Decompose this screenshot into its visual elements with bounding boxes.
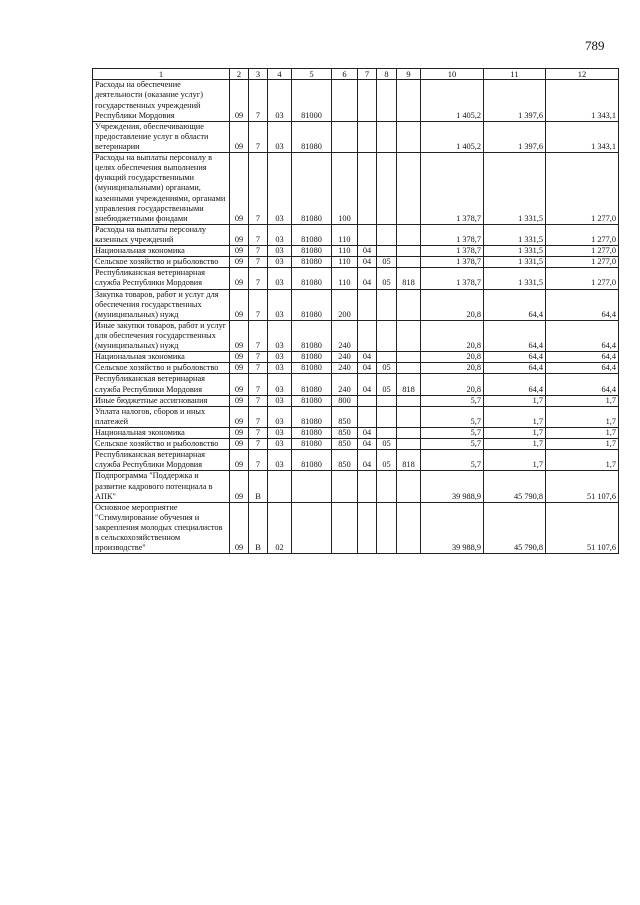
cell-col-9 [397,502,421,554]
cell-col-2: 09 [230,502,249,554]
cell-col-5: 81080 [292,224,332,245]
row-name: Иные бюджетные ассигнования [93,395,230,406]
cell-col-3: 7 [249,374,268,395]
cell-col-9 [397,427,421,438]
cell-col-10: 5,7 [421,439,484,450]
cell-col-10: 5,7 [421,406,484,427]
cell-col-12: 1 277,0 [546,246,619,257]
table-row [93,80,619,121]
cell-col-6: 240 [332,352,358,363]
page-number: 789 [585,38,605,53]
cell-col-4: 03 [268,427,292,438]
cell-col-11: 1,7 [484,406,546,427]
cell-col-7: 04 [358,439,377,450]
table-row [93,320,619,351]
cell-col-11: 1 331,5 [484,153,546,225]
cell-col-12: 1 277,0 [546,268,619,289]
cell-col-3: 7 [249,352,268,363]
cell-col-6: 850 [332,450,358,471]
table-row [93,352,619,363]
cell-col-10: 1 378,7 [421,268,484,289]
cell-col-9 [397,246,421,257]
cell-col-9 [397,289,421,320]
cell-col-2: 09 [230,268,249,289]
cell-col-2: 09 [230,439,249,450]
column-header-5: 5 [292,69,332,80]
cell-col-5: 81080 [292,439,332,450]
cell-col-12: 1 343,1 [546,80,619,121]
column-header-11: 11 [484,69,546,80]
cell-col-3: 7 [249,395,268,406]
row-name: Закупка товаров, работ и услуг для обеспечения государственных (муниципальных) нужд [93,289,230,320]
cell-col-3: 7 [249,439,268,450]
row-name: Сельское хозяйство и рыболовство [93,363,230,374]
cell-col-7: 04 [358,257,377,268]
cell-col-8: 05 [377,268,397,289]
cell-col-5: 81080 [292,427,332,438]
cell-col-6: 850 [332,406,358,427]
cell-col-8: 05 [377,450,397,471]
row-name: Национальная экономика [93,352,230,363]
cell-col-2: 09 [230,450,249,471]
table-header-row [93,69,619,80]
cell-col-3: 7 [249,450,268,471]
cell-col-2: 09 [230,395,249,406]
cell-col-5: 81080 [292,320,332,351]
table-row [93,395,619,406]
column-header-6: 6 [332,69,358,80]
cell-col-2: 09 [230,374,249,395]
cell-col-8 [377,502,397,554]
cell-col-12: 1,7 [546,395,619,406]
cell-col-8: 05 [377,439,397,450]
cell-col-2: 09 [230,289,249,320]
cell-col-7: 04 [358,352,377,363]
cell-col-11: 1 331,5 [484,246,546,257]
cell-col-6: 850 [332,427,358,438]
cell-col-5: 81080 [292,406,332,427]
cell-col-2: 09 [230,224,249,245]
row-name: Республиканская ветеринарная служба Республики Мордовия [93,268,230,289]
cell-col-7 [358,320,377,351]
row-name: Иные закупки товаров, работ и услуг для обеспечения государственных (муниципальных) нужд [93,320,230,351]
cell-col-12: 1 343,1 [546,121,619,152]
row-name: Сельское хозяйство и рыболовство [93,439,230,450]
cell-col-6 [332,471,358,502]
cell-col-8 [377,289,397,320]
cell-col-2: 09 [230,257,249,268]
table-row [93,374,619,395]
cell-col-11: 1 331,5 [484,257,546,268]
column-header-8: 8 [377,69,397,80]
cell-col-8: 05 [377,363,397,374]
cell-col-4: 03 [268,395,292,406]
column-header-4: 4 [268,69,292,80]
cell-col-11: 1,7 [484,450,546,471]
cell-col-8 [377,153,397,225]
cell-col-4: 03 [268,246,292,257]
cell-col-12: 64,4 [546,374,619,395]
cell-col-10: 20,8 [421,363,484,374]
cell-col-9 [397,352,421,363]
cell-col-10: 1 405,2 [421,121,484,152]
cell-col-5: 81080 [292,153,332,225]
cell-col-7 [358,502,377,554]
cell-col-8 [377,80,397,121]
cell-col-9 [397,439,421,450]
column-header-7: 7 [358,69,377,80]
cell-col-8: 05 [377,257,397,268]
cell-col-9 [397,320,421,351]
cell-col-10: 39 988,9 [421,502,484,554]
cell-col-3: 7 [249,363,268,374]
cell-col-9: 818 [397,450,421,471]
cell-col-7 [358,406,377,427]
cell-col-9: 818 [397,268,421,289]
cell-col-12: 64,4 [546,352,619,363]
table-row [93,289,619,320]
row-name: Подпрограмма "Поддержка и развитие кадрового потенциала в АПК" [93,471,230,502]
cell-col-3: В [249,502,268,554]
cell-col-11: 1 397,6 [484,80,546,121]
column-header-9: 9 [397,69,421,80]
cell-col-6 [332,121,358,152]
cell-col-9 [397,257,421,268]
table-row [93,502,619,554]
cell-col-3: 7 [249,406,268,427]
cell-col-3: 7 [249,257,268,268]
cell-col-4: 03 [268,289,292,320]
cell-col-8 [377,395,397,406]
cell-col-2: 09 [230,471,249,502]
column-header-12: 12 [546,69,619,80]
column-header-3: 3 [249,69,268,80]
cell-col-3: 7 [249,121,268,152]
cell-col-3: 7 [249,246,268,257]
cell-col-8 [377,320,397,351]
cell-col-4: 03 [268,439,292,450]
row-name: Основное мероприятие "Стимулирование обучения и закрепления молодых специалистов в сельскохозяйственном производстве" [93,502,230,554]
cell-col-12: 1 277,0 [546,257,619,268]
table-row [93,406,619,427]
cell-col-4: 03 [268,121,292,152]
cell-col-4: 03 [268,80,292,121]
cell-col-4: 03 [268,406,292,427]
table-row [93,153,619,225]
cell-col-7: 04 [358,363,377,374]
cell-col-7 [358,153,377,225]
cell-col-4: 03 [268,224,292,245]
cell-col-5: 81080 [292,257,332,268]
row-name: Национальная экономика [93,427,230,438]
cell-col-4: 03 [268,320,292,351]
cell-col-6: 110 [332,224,358,245]
row-name: Расходы на выплаты персоналу в целях обеспечения выполнения функций государственными (муниципальными) органами, казенными учреждениями, органами управления государственными внебюджетными фондами [93,153,230,225]
cell-col-2: 09 [230,121,249,152]
cell-col-10: 1 378,7 [421,153,484,225]
cell-col-6: 240 [332,374,358,395]
cell-col-4 [268,471,292,502]
cell-col-9 [397,80,421,121]
cell-col-7: 04 [358,374,377,395]
cell-col-5: 81080 [292,268,332,289]
cell-col-7: 04 [358,246,377,257]
cell-col-3: В [249,471,268,502]
cell-col-6: 240 [332,363,358,374]
cell-col-8 [377,121,397,152]
cell-col-7 [358,224,377,245]
cell-col-11: 64,4 [484,374,546,395]
cell-col-7: 04 [358,268,377,289]
cell-col-11: 64,4 [484,320,546,351]
cell-col-11: 45 790,8 [484,502,546,554]
cell-col-8 [377,246,397,257]
cell-col-4: 03 [268,268,292,289]
cell-col-4: 03 [268,153,292,225]
cell-col-2: 09 [230,406,249,427]
cell-col-4: 02 [268,502,292,554]
cell-col-6: 200 [332,289,358,320]
cell-col-2: 09 [230,363,249,374]
cell-col-12: 1 277,0 [546,153,619,225]
cell-col-9 [397,395,421,406]
cell-col-4: 03 [268,363,292,374]
cell-col-3: 7 [249,427,268,438]
cell-col-6 [332,80,358,121]
cell-col-6: 110 [332,268,358,289]
cell-col-12: 1,7 [546,427,619,438]
cell-col-9 [397,224,421,245]
cell-col-12: 1,7 [546,439,619,450]
cell-col-5: 81080 [292,395,332,406]
cell-col-5: 81080 [292,246,332,257]
table-row [93,471,619,502]
cell-col-3: 7 [249,224,268,245]
cell-col-9 [397,406,421,427]
cell-col-7: 04 [358,427,377,438]
cell-col-5 [292,502,332,554]
cell-col-10: 1 378,7 [421,246,484,257]
cell-col-5: 81000 [292,80,332,121]
cell-col-11: 1,7 [484,427,546,438]
cell-col-4: 03 [268,450,292,471]
cell-col-11: 64,4 [484,289,546,320]
table-row [93,439,619,450]
cell-col-9 [397,471,421,502]
cell-col-8 [377,352,397,363]
cell-col-10: 1 378,7 [421,224,484,245]
table-row [93,224,619,245]
table-row [93,257,619,268]
cell-col-2: 09 [230,246,249,257]
cell-col-6: 110 [332,246,358,257]
cell-col-5 [292,471,332,502]
cell-col-12: 1 277,0 [546,224,619,245]
table-row [93,363,619,374]
cell-col-2: 09 [230,320,249,351]
cell-col-2: 09 [230,80,249,121]
table-row [93,427,619,438]
cell-col-11: 1,7 [484,439,546,450]
cell-col-3: 7 [249,80,268,121]
cell-col-3: 7 [249,289,268,320]
row-name: Уплата налогов, сборов и иных платежей [93,406,230,427]
column-header-1: 1 [93,69,230,80]
cell-col-11: 64,4 [484,352,546,363]
cell-col-10: 1 378,7 [421,257,484,268]
cell-col-8: 05 [377,374,397,395]
cell-col-10: 39 988,9 [421,471,484,502]
cell-col-5: 81080 [292,121,332,152]
column-header-2: 2 [230,69,249,80]
row-name: Республиканская ветеринарная служба Республики Мордовия [93,450,230,471]
cell-col-11: 64,4 [484,363,546,374]
cell-col-5: 81080 [292,363,332,374]
cell-col-6 [332,502,358,554]
cell-col-3: 7 [249,153,268,225]
cell-col-11: 1 331,5 [484,224,546,245]
cell-col-10: 20,8 [421,289,484,320]
cell-col-12: 1,7 [546,406,619,427]
cell-col-12: 64,4 [546,363,619,374]
cell-col-5: 81080 [292,450,332,471]
cell-col-8 [377,471,397,502]
table-row [93,246,619,257]
cell-col-5: 81080 [292,352,332,363]
table-row [93,268,619,289]
cell-col-10: 1 405,2 [421,80,484,121]
row-name: Учреждения, обеспечивающие предоставление услуг в области ветеринарии [93,121,230,152]
cell-col-7 [358,471,377,502]
cell-col-5: 81080 [292,289,332,320]
cell-col-5: 81080 [292,374,332,395]
cell-col-11: 1 397,6 [484,121,546,152]
cell-col-12: 51 107,6 [546,502,619,554]
cell-col-4: 03 [268,374,292,395]
row-name: Расходы на выплаты персоналу казенных учреждений [93,224,230,245]
cell-col-9: 818 [397,374,421,395]
cell-col-4: 03 [268,352,292,363]
cell-col-2: 09 [230,427,249,438]
cell-col-12: 64,4 [546,289,619,320]
table-row [93,450,619,471]
table-row [93,121,619,152]
row-name: Республиканская ветеринарная служба Республики Мордовия [93,374,230,395]
cell-col-6: 800 [332,395,358,406]
cell-col-7 [358,395,377,406]
row-name: Расходы на обеспечение деятельности (оказание услуг) государственных учреждений Республики Мордовия [93,80,230,121]
cell-col-9 [397,363,421,374]
cell-col-3: 7 [249,320,268,351]
budget-table [92,68,619,554]
column-header-10: 10 [421,69,484,80]
cell-col-7 [358,80,377,121]
cell-col-10: 5,7 [421,450,484,471]
cell-col-11: 1,7 [484,395,546,406]
cell-col-12: 1,7 [546,450,619,471]
cell-col-7: 04 [358,450,377,471]
cell-col-2: 09 [230,352,249,363]
cell-col-11: 45 790,8 [484,471,546,502]
cell-col-10: 5,7 [421,395,484,406]
cell-col-6: 240 [332,320,358,351]
cell-col-10: 5,7 [421,427,484,438]
row-name: Сельское хозяйство и рыболовство [93,257,230,268]
cell-col-6: 100 [332,153,358,225]
cell-col-2: 09 [230,153,249,225]
cell-col-12: 64,4 [546,320,619,351]
cell-col-8 [377,406,397,427]
cell-col-7 [358,121,377,152]
cell-col-11: 1 331,5 [484,268,546,289]
cell-col-10: 20,8 [421,320,484,351]
table-body [93,80,619,554]
cell-col-10: 20,8 [421,374,484,395]
cell-col-6: 850 [332,439,358,450]
cell-col-10: 20,8 [421,352,484,363]
row-name: Национальная экономика [93,246,230,257]
cell-col-9 [397,121,421,152]
cell-col-6: 110 [332,257,358,268]
cell-col-7 [358,289,377,320]
cell-col-3: 7 [249,268,268,289]
cell-col-4: 03 [268,257,292,268]
cell-col-8 [377,427,397,438]
cell-col-12: 51 107,6 [546,471,619,502]
cell-col-9 [397,153,421,225]
cell-col-8 [377,224,397,245]
